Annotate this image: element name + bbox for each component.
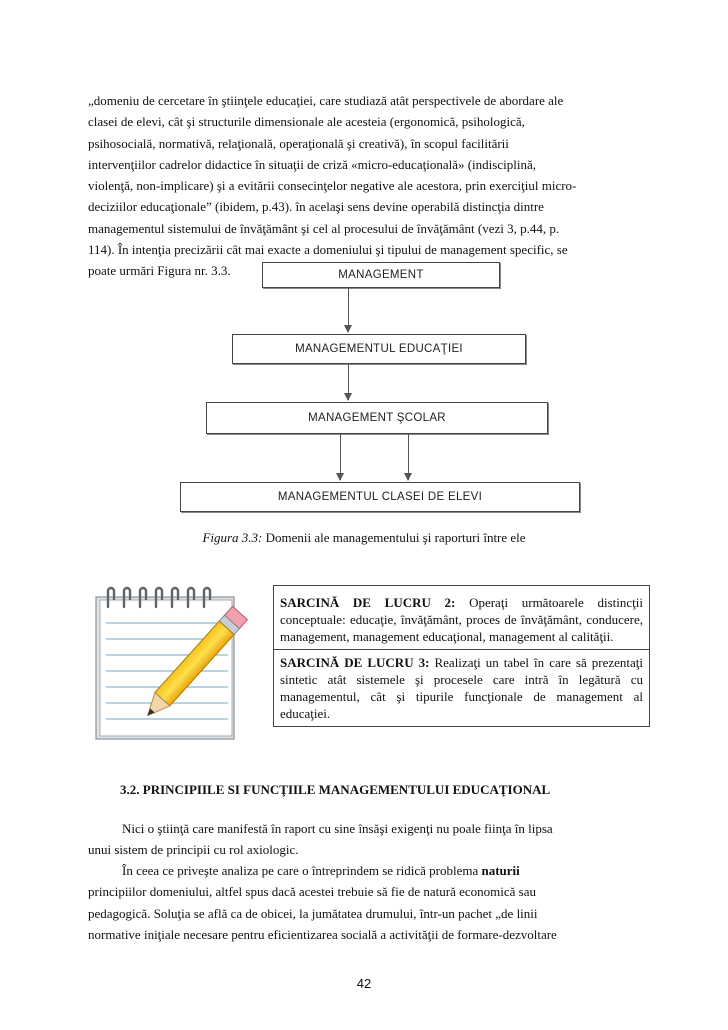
caption-text: Domenii ale managementului şi raporturi între ele xyxy=(262,530,526,545)
text-line: principiilor domeniului, altfel spus dacă acestei trebuie să fie de natură economică sau xyxy=(88,884,536,900)
task-title: SARCINĂ DE LUCRU 3: xyxy=(280,655,430,670)
page-number: 42 xyxy=(356,976,372,991)
paragraph-analiza xyxy=(88,860,640,945)
paragraph-principii xyxy=(88,818,640,861)
text-line: În ceea ce priveşte analiza pe care o întreprindem se ridică problema naturii xyxy=(122,863,520,878)
text-line: „domeniu de cercetare în ştiinţele educaţiei, care studiază atât perspectivele de abordare ale xyxy=(88,93,564,108)
diagram-box-educatie: MANAGEMENTUL EDUCAŢIEI xyxy=(232,334,526,364)
text-line: normative iniţiale necesare pentru eficientizarea socială a activităţii de formare-dezvoltare xyxy=(88,926,557,942)
text-line: unui sistem de principii cu rol axiologic. xyxy=(88,842,299,858)
task-item xyxy=(274,586,649,649)
text-line: clasei de elevi, cât şi structurile dimensionale ale acesteia (ergonomică, psihologică, xyxy=(88,114,525,130)
arrow-down-icon xyxy=(348,288,349,332)
diagram-box-management: MANAGEMENT xyxy=(262,262,500,288)
arrow-down-icon xyxy=(340,434,341,480)
diagram-box-clasa: MANAGEMENTUL CLASEI DE ELEVI xyxy=(180,482,580,512)
bold-word: naturii xyxy=(481,863,520,878)
caption-label: Figura 3.3: xyxy=(202,530,263,545)
arrow-down-icon xyxy=(408,434,409,480)
text-line: poate urmări Figura nr. 3.3. xyxy=(88,263,231,279)
text-line: deciziilor educaţionale” (ibidem, p.43). în acelaşi sens devine operabilă distincţia dintre xyxy=(88,199,544,215)
intro-paragraph xyxy=(88,90,640,282)
arrow-down-icon xyxy=(348,364,349,400)
text-line: managementul sistemului de învăţământ şi cel al procesului de învăţământ (vezi 3, p.44, p. xyxy=(88,220,560,236)
text-line: violenţă, non-implicare) şi a evitării consecinţelor negative ale acestora, prin exerciţiul micro- xyxy=(88,178,577,194)
task-item xyxy=(274,649,649,726)
task-text: Realizaţi un tabel în care să prezentaţi sintetic atât sistemele şi procesele care intră în legătură cu managementul, cât şi tipurile funcţionale de management al educaţiei. xyxy=(280,655,643,721)
section-heading: 3.2. PRINCIPIILE SI FUNCŢIILE MANAGEMENTULUI EDUCAŢIONAL xyxy=(120,782,551,797)
text-line: intervenţiilor cadrelor didactice în situaţii de criză «micro-educaţională» (indisciplină, xyxy=(88,156,536,172)
text-line: 114). În intenţia precizării cât mai exacte a domeniului şi tipului de management specific, se xyxy=(88,242,568,258)
task-text: Operaţi următoarele distincţii conceptuale: educaţie, învăţământ, proces de învăţământ, conducere, management, management educaţional, management al calităţii. xyxy=(280,595,643,644)
management-hierarchy-diagram xyxy=(170,262,582,516)
task-title: SARCINĂ DE LUCRU 2: xyxy=(280,595,456,610)
text-line: Nici o ştiinţă care manifestă în raport cu sine însăşi exigenţi nu poale fiinţa în lipsa xyxy=(122,821,553,836)
diagram-box-scolar: MANAGEMENT ŞCOLAR xyxy=(206,402,548,434)
figure-caption xyxy=(0,530,728,546)
notepad-pencil-icon xyxy=(90,583,268,745)
task-table xyxy=(273,585,650,727)
text-line: pedagogică. Soluţia se află ca de obicei, la jumătatea drumului, într-un pachet „de linii xyxy=(88,905,538,921)
text-line: psihosocială, normativă, relaţională, operaţională şi creativă), în scopul facilitării xyxy=(88,135,509,151)
